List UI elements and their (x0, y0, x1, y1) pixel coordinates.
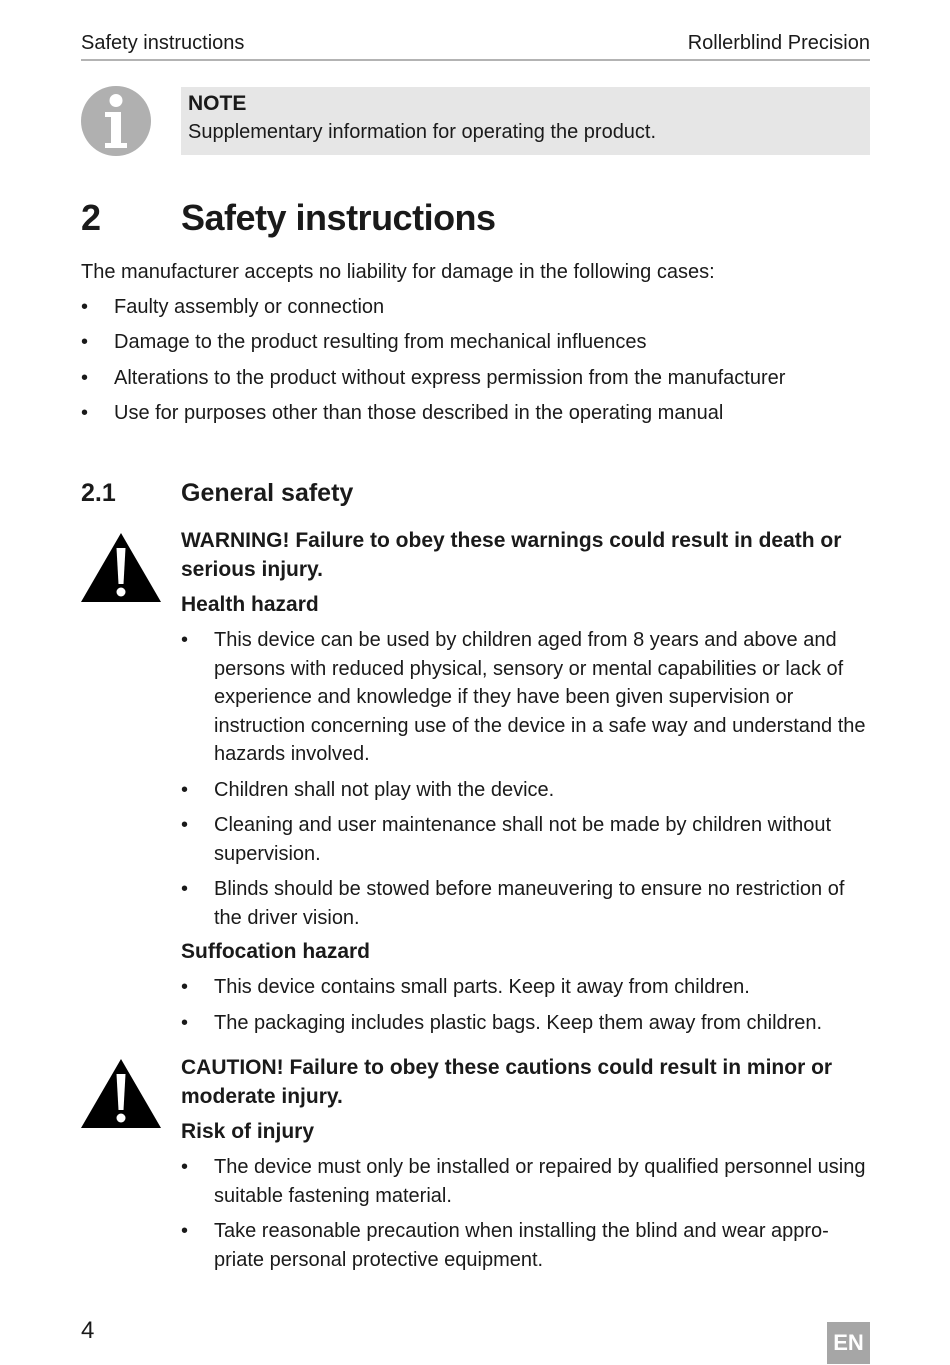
list-item: • Alterations to the product without express permission from the manufacturer (81, 364, 881, 392)
health-hazard-list (181, 626, 876, 939)
liability-list (81, 293, 881, 434)
page-number: 4 (81, 1317, 95, 1344)
warning-triangle-icon (80, 532, 162, 604)
chapter-intro: The manufacturer accepts no liability for damage in the following cases: (81, 261, 715, 283)
section-title: General safety (181, 479, 354, 507)
risk-of-injury-title: Risk of injury (181, 1120, 315, 1143)
section-number: 2.1 (81, 479, 116, 507)
risk-of-injury-list (181, 1153, 876, 1281)
list-item: • The packaging includes plastic bags. Keep them away from children. (181, 1009, 876, 1038)
list-item: • This device contains small parts. Keep it away from children. (181, 973, 876, 1002)
suffocation-hazard-title: Suffocation hazard (181, 940, 371, 963)
health-hazard-title: Health hazard (181, 593, 319, 616)
list-item: • Use for purposes other than those described in the operating manual (81, 399, 881, 427)
list-item: • Damage to the product resulting from mechanical influences (81, 328, 881, 356)
chapter-number: 2 (81, 197, 102, 238)
header-product-name: Rollerblind Precision (687, 32, 870, 54)
list-item: • The device must only be installed or repaired by qualified personnel using suitable fastening material. (181, 1153, 876, 1210)
suffocation-hazard-list (181, 973, 876, 1044)
list-item: • This device can be used by children aged from 8 years and above and persons with reduced physical, sensory or mental capabilities or lack of experience and knowledge if they have been given supervision or instruction concerning use of the device in a safe way and understand the hazards involved. (181, 626, 876, 769)
header-rule (81, 59, 870, 61)
list-item: • Faulty assembly or connection (81, 293, 881, 321)
note-box (181, 87, 870, 155)
language-badge: EN (827, 1322, 870, 1364)
list-item: • Take reasonable precaution when installing the blind and wear appro-priate personal protective equipment. (181, 1217, 876, 1274)
note-text: Supplementary information for operating the product. (188, 121, 657, 143)
warning-triangle-icon (80, 1058, 162, 1130)
caution-signal-text: CAUTION! Failure to obey these cautions could result in minor or moderate injury. (181, 1056, 833, 1108)
header-section-title: Safety instructions (81, 32, 245, 54)
page-header (81, 30, 870, 56)
info-icon (80, 85, 152, 157)
list-item: • Blinds should be stowed before maneuvering to ensure no restriction of the driver vision. (181, 875, 876, 932)
note-title: NOTE (188, 92, 247, 115)
list-item: • Cleaning and user maintenance shall not be made by children without supervision. (181, 811, 876, 868)
chapter-title: Safety instructions (181, 197, 496, 238)
list-item: • Children shall not play with the device. (181, 776, 876, 805)
warning-signal-text: WARNING! Failure to obey these warnings could result in death or serious injury. (181, 529, 842, 581)
